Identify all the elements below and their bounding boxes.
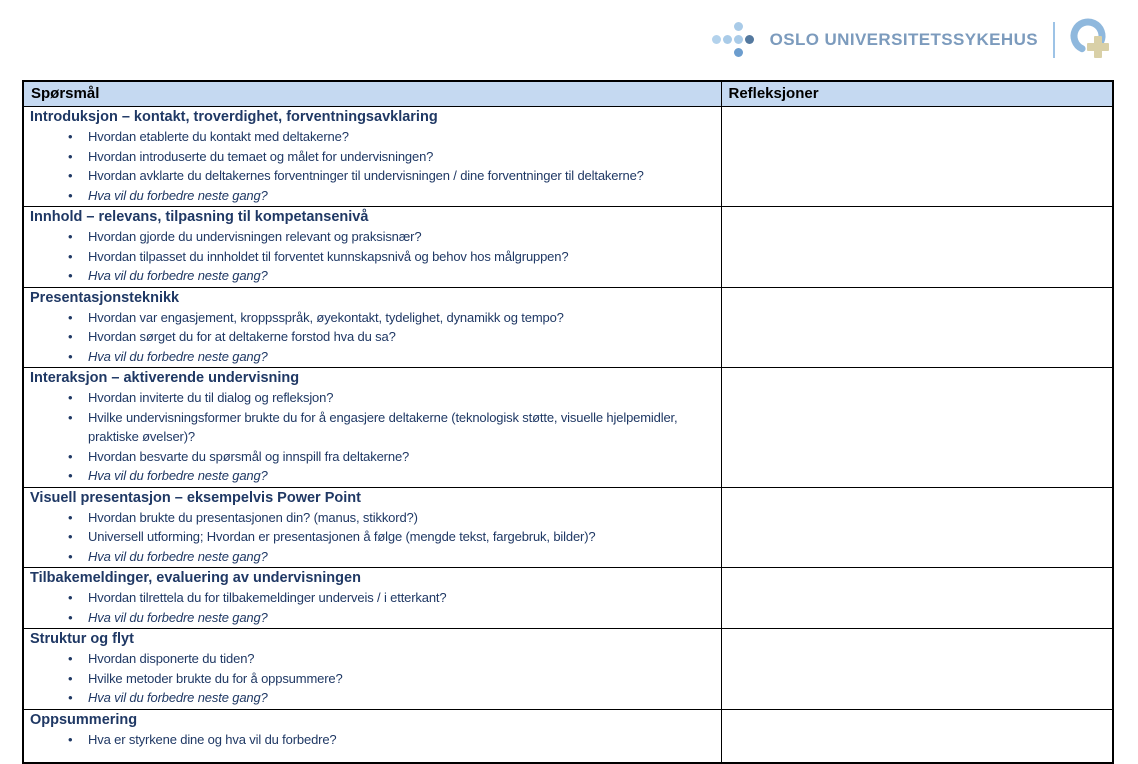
question-bullet: • Hvilke undervisningsformer brukte du for å engasjere deltakerne (teknologisk støtte, visuelle hjelpemidler, praktiske øvelser)? <box>68 408 715 447</box>
question-bullet: • Hvilke metoder brukte du for å oppsummere? <box>68 669 715 689</box>
question-bullet: • Hvordan gjorde du undervisningen relevant og praksisnær? <box>68 227 715 247</box>
question-bullet: • Hva er styrkene dine og hva vil du forbedre? <box>68 730 715 750</box>
section-title: Interaksjon – aktiverende undervisning <box>30 370 300 386</box>
question-bullet: • Hva vil du forbedre neste gang? <box>68 688 715 708</box>
logo-dot <box>734 22 743 31</box>
section-title: Visuell presentasjon – eksempelvis Power Point <box>30 489 361 506</box>
table-row <box>23 207 1113 288</box>
question-bullet: • Hva vil du forbedre neste gang? <box>68 266 715 286</box>
reflection-column-header: Refleksjoner <box>721 81 1113 107</box>
bullet-list <box>30 308 715 367</box>
bullet-list <box>30 649 715 708</box>
question-cell <box>23 568 721 629</box>
question-bullet: • Hvordan introduserte du temaet og målet for undervisningen? <box>68 147 715 167</box>
bullet-list <box>30 730 715 750</box>
table-row <box>23 107 1113 207</box>
question-bullet: • Hvordan disponerte du tiden? <box>68 649 715 669</box>
section-title: Struktur og flyt <box>30 631 134 647</box>
question-cell <box>23 368 721 488</box>
table-header-row <box>23 81 1113 107</box>
question-cell <box>23 487 721 568</box>
dot-cross-icon <box>712 18 758 62</box>
logo-dot <box>745 35 754 44</box>
question-bullet: • Hvordan sørget du for at deltakerne forstod hva du sa? <box>68 327 715 347</box>
hospital-name-text: OSLO UNIVERSITETSSYKEHUS <box>769 30 1038 49</box>
question-bullet: • Hvordan inviterte du til dialog og refleksjon? <box>68 388 715 408</box>
question-bullet: • Hva vil du forbedre neste gang? <box>68 547 715 567</box>
question-bullet: • Universell utforming; Hvordan er presentasjonen å følge (mengde tekst, fargebruk, bilder)? <box>68 527 715 547</box>
reflection-cell[interactable] <box>721 487 1113 568</box>
question-cell <box>23 287 721 368</box>
reflection-cell[interactable] <box>721 207 1113 288</box>
section-title: Presentasjonsteknikk <box>30 289 180 306</box>
hospital-logo <box>712 14 1114 66</box>
reflection-table <box>22 80 1114 764</box>
question-cell <box>23 107 721 207</box>
question-bullet: • Hva vil du forbedre neste gang? <box>68 186 715 206</box>
logo-dot <box>723 35 732 44</box>
logo-dot <box>734 35 743 44</box>
table-row <box>23 487 1113 568</box>
circle-plus-icon <box>1068 17 1114 63</box>
question-bullet: • Hvordan tilpasset du innholdet til forventet kunnskapsnivå og behov hos målgruppen? <box>68 247 715 267</box>
reflection-cell[interactable] <box>721 568 1113 629</box>
question-cell <box>23 629 721 710</box>
table-row <box>23 568 1113 629</box>
bullet-list <box>30 227 715 286</box>
section-title: Oppsummering <box>30 711 138 728</box>
section-title: Innhold – relevans, tilpasning til kompetansenivå <box>30 209 369 225</box>
question-bullet: • Hvordan besvarte du spørsmål og innspill fra deltakerne? <box>68 447 715 467</box>
question-bullet: • Hvordan var engasjement, kroppsspråk, øyekontakt, tydelighet, dynamikk og tempo? <box>68 308 715 328</box>
logo-separator <box>1053 22 1055 58</box>
question-bullet: • Hva vil du forbedre neste gang? <box>68 466 715 486</box>
question-bullet: • Hvordan tilrettela du for tilbakemeldinger underveis / i etterkant? <box>68 588 715 608</box>
reflection-cell[interactable] <box>721 368 1113 488</box>
table-row <box>23 287 1113 368</box>
logo-dot <box>712 35 721 44</box>
reflection-cell[interactable] <box>721 629 1113 710</box>
question-bullet: • Hvordan etablerte du kontakt med deltakerne? <box>68 127 715 147</box>
question-bullet: • Hva vil du forbedre neste gang? <box>68 347 715 367</box>
section-title: Introduksjon – kontakt, troverdighet, forventningsavklaring <box>30 109 438 125</box>
reflection-cell[interactable] <box>721 107 1113 207</box>
table-row <box>23 368 1113 488</box>
bullet-list <box>30 508 715 567</box>
table-row <box>23 629 1113 710</box>
question-bullet: • Hva vil du forbedre neste gang? <box>68 608 715 628</box>
bullet-list <box>30 388 715 486</box>
question-column-header: Spørsmål <box>23 81 721 107</box>
question-bullet: • Hvordan avklarte du deltakernes forventninger til undervisningen / dine forventninger til deltakerne? <box>68 166 715 186</box>
question-cell <box>23 207 721 288</box>
bullet-list <box>30 588 715 627</box>
bullet-list <box>30 127 715 205</box>
reflection-cell[interactable] <box>721 287 1113 368</box>
question-bullet: • Hvordan brukte du presentasjonen din? (manus, stikkord?) <box>68 508 715 528</box>
logo-dot <box>734 48 743 57</box>
section-title: Tilbakemeldinger, evaluering av undervisningen <box>30 570 361 586</box>
